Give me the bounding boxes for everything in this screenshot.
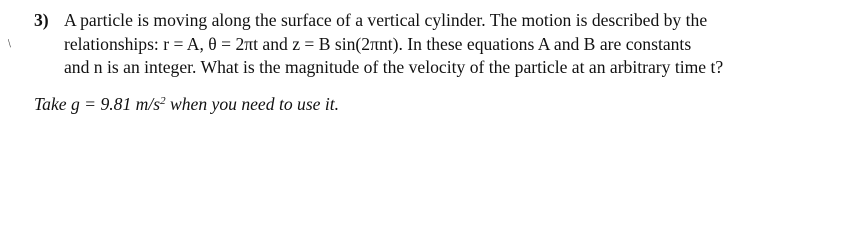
problem-text-line-2: relationships: r = A, θ = 2πt and z = B sin(2πnt). In these equations A and B are constants [64,33,692,54]
problem-text-line-3: and n is an integer. What is the magnitude of the velocity of the particle at an arbitrary time t? [64,57,724,77]
gravity-note-value: = 9.81 m/s [79,94,161,114]
problem-line-3 [34,56,854,80]
problem-line-2 [34,33,854,57]
problem-number: 3) [34,10,49,30]
gravity-note [34,94,339,115]
gravity-note-lead: Take g [34,94,80,114]
problem-statement [34,9,854,80]
problem-text-line-1: A particle is moving along the surface of a vertical cylinder. The motion is described by the [64,10,708,30]
gravity-note-exponent: 2 [160,95,166,107]
pen-tick-mark: / [4,36,15,50]
problem-line-1 [34,9,854,33]
gravity-note-tail: when you need to use it. [165,94,340,114]
